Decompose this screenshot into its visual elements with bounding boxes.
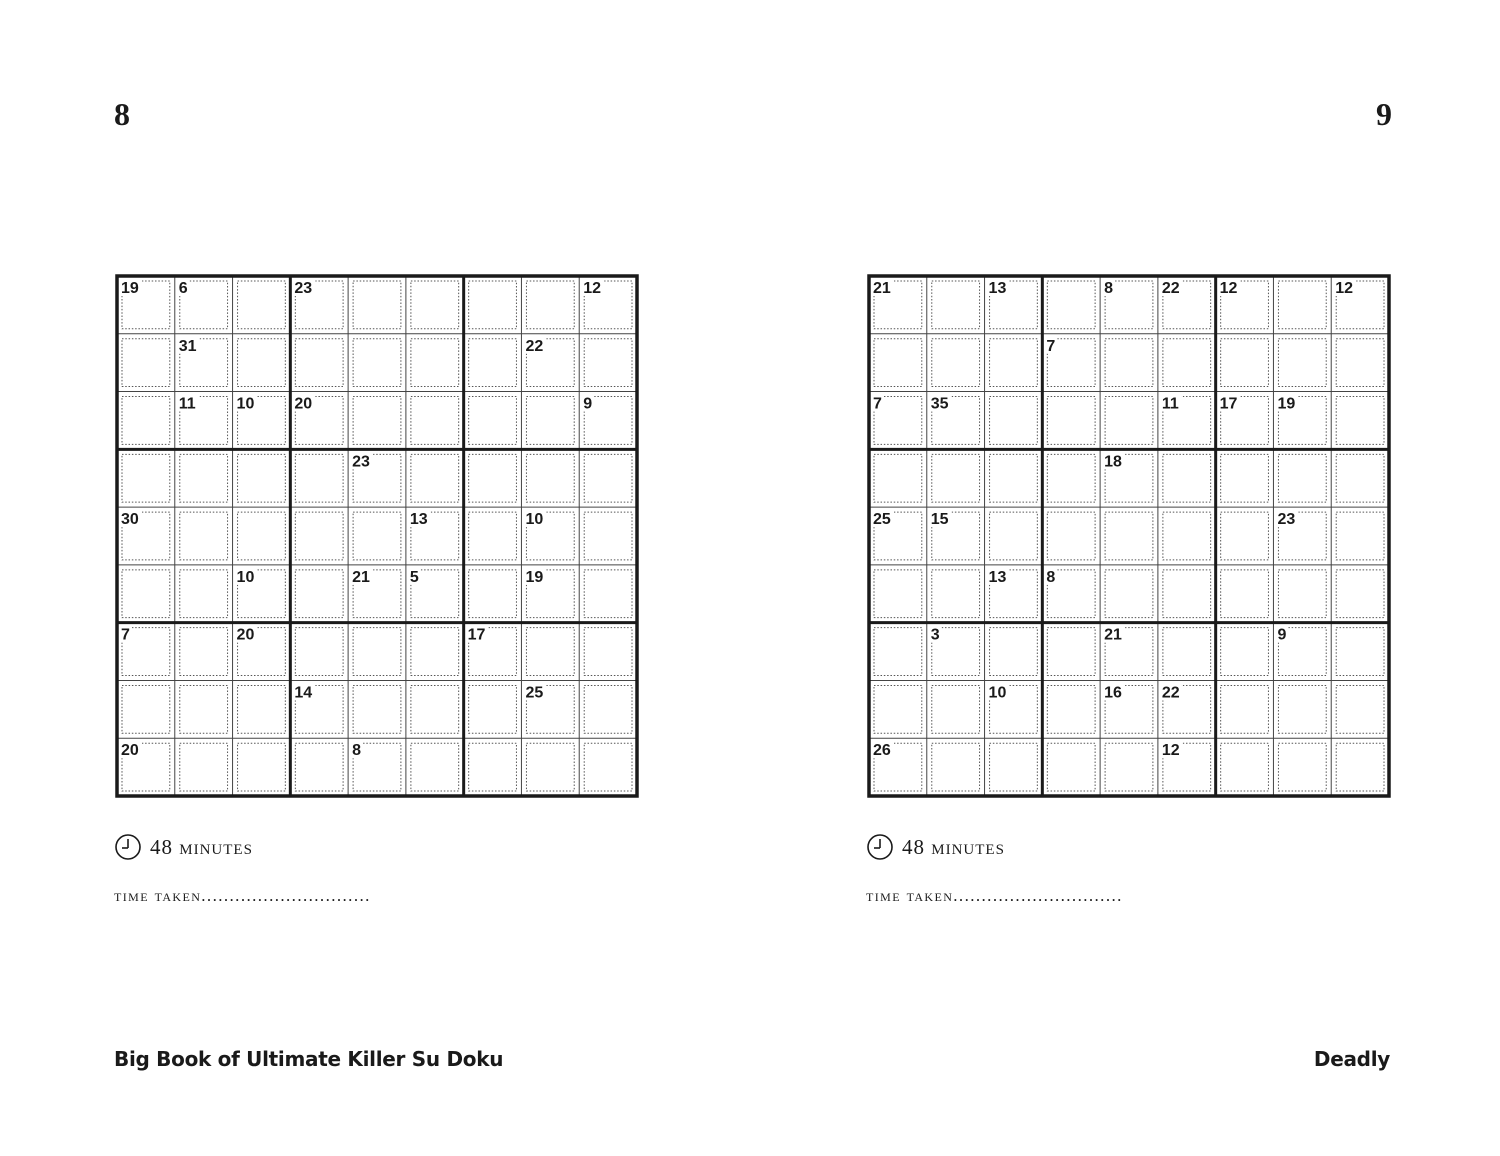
clock-icon — [114, 833, 142, 861]
cage-outline — [295, 339, 343, 387]
cage-outline — [526, 397, 574, 445]
cage-sum: 10 — [236, 568, 255, 586]
cage-outline — [1336, 339, 1384, 387]
cage-outline — [874, 454, 922, 502]
time-unit: minutes — [931, 834, 1005, 859]
cage-outline — [932, 339, 980, 387]
cage-sum: 22 — [525, 337, 544, 355]
cage-outline — [1221, 628, 1269, 676]
cage-sum: 6 — [178, 280, 188, 297]
cage-outline — [932, 281, 980, 329]
cage-outline — [1336, 512, 1384, 560]
cage-outline — [1278, 743, 1326, 791]
cage-outline — [584, 512, 632, 560]
cage-outline — [526, 743, 574, 791]
cage-outline — [1278, 570, 1326, 618]
time-value: 48 — [902, 834, 925, 859]
cage-outline — [353, 685, 401, 733]
cage-sum: 13 — [409, 511, 428, 529]
cage-sum: 5 — [409, 568, 419, 586]
cage-outline — [874, 339, 922, 387]
cage-outline — [180, 454, 228, 502]
cage-sum: 9 — [1277, 626, 1287, 644]
cage-sum: 26 — [873, 742, 891, 760]
cage-sum: 25 — [525, 684, 544, 702]
cage-outline — [1278, 454, 1326, 502]
cage-outline — [180, 570, 228, 618]
cage-outline — [180, 628, 228, 676]
time-taken-label: time taken — [114, 886, 202, 905]
cage-outline — [1221, 512, 1269, 560]
cage-outline — [122, 397, 170, 445]
cage-sum: 18 — [1104, 453, 1122, 471]
cage-outline — [238, 512, 286, 560]
grid-border — [869, 276, 1389, 796]
cage-outline — [932, 454, 980, 502]
cage-outline — [1047, 628, 1095, 676]
cage-outline — [584, 743, 632, 791]
cage-outline — [1278, 685, 1326, 733]
cage-outline — [990, 628, 1038, 676]
cage-outline — [353, 281, 401, 329]
cage-outline — [469, 397, 517, 445]
time-target-left — [114, 832, 253, 862]
cage-sum: 12 — [583, 280, 602, 297]
cage-outline — [990, 454, 1038, 502]
cage-sum: 3 — [930, 626, 940, 644]
cage-sum: 22 — [1161, 684, 1180, 702]
cage-outline — [1163, 454, 1211, 502]
cage-sum: 19 — [525, 568, 544, 586]
cage-sum: 9 — [583, 395, 593, 413]
cage-outline — [1278, 281, 1326, 329]
cage-outline — [353, 339, 401, 387]
cage-sum: 7 — [121, 626, 130, 644]
cage-outline — [874, 685, 922, 733]
cage-outline — [180, 685, 228, 733]
cage-outline — [353, 512, 401, 560]
cage-outline — [469, 281, 517, 329]
cage-outline — [411, 339, 459, 387]
cage-outline — [1047, 454, 1095, 502]
cage-outline — [1105, 570, 1153, 618]
cage-outline — [295, 628, 343, 676]
time-target-right — [866, 832, 1005, 862]
cage-outline — [1163, 628, 1211, 676]
cage-sum: 21 — [352, 568, 370, 586]
cage-outline — [1163, 570, 1211, 618]
cage-outline — [1105, 743, 1153, 791]
cage-sum: 21 — [873, 280, 891, 297]
cage-outline — [990, 339, 1038, 387]
cage-outline — [1047, 685, 1095, 733]
cage-outline — [411, 743, 459, 791]
cage-outline — [180, 512, 228, 560]
cage-sum: 21 — [1104, 626, 1122, 644]
cage-outline — [1047, 281, 1095, 329]
cage-sum: 25 — [873, 511, 891, 529]
cage-outline — [526, 454, 574, 502]
cage-sum: 10 — [525, 511, 544, 529]
cage-outline — [469, 685, 517, 733]
cage-outline — [1221, 339, 1269, 387]
cage-sum: 13 — [988, 568, 1007, 586]
cage-outline — [238, 685, 286, 733]
cage-outline — [122, 685, 170, 733]
cage-outline — [1221, 685, 1269, 733]
cage-outline — [411, 685, 459, 733]
cage-sum: 12 — [1335, 280, 1354, 297]
cage-sum: 17 — [467, 626, 486, 644]
cage-outline — [990, 743, 1038, 791]
cage-outline — [122, 454, 170, 502]
cage-sum: 13 — [988, 280, 1007, 297]
cage-outline — [353, 628, 401, 676]
cage-outline — [526, 281, 574, 329]
cage-outline — [990, 397, 1038, 445]
cage-outline — [411, 281, 459, 329]
cage-outline — [1047, 743, 1095, 791]
cage-sum: 30 — [121, 511, 139, 529]
cage-sum: 19 — [121, 280, 139, 297]
cage-outline — [932, 570, 980, 618]
cage-outline — [932, 743, 980, 791]
cage-sum: 10 — [988, 684, 1007, 702]
cage-sum: 15 — [930, 511, 949, 529]
cage-sum: 11 — [1161, 395, 1179, 413]
cage-sum: 22 — [1161, 280, 1180, 297]
time-taken-right[interactable] — [866, 886, 1123, 906]
cage-outline — [295, 743, 343, 791]
time-taken-left[interactable] — [114, 886, 371, 906]
cage-outline — [1105, 512, 1153, 560]
cage-sum: 20 — [294, 395, 313, 413]
cage-outline — [1336, 685, 1384, 733]
difficulty-footer: Deadly — [1313, 1047, 1390, 1071]
cage-outline — [238, 339, 286, 387]
cage-outline — [1336, 570, 1384, 618]
cage-sum: 14 — [294, 684, 313, 702]
cage-sum: 17 — [1219, 395, 1238, 413]
cage-outline — [874, 570, 922, 618]
time-taken-dots[interactable]: .............................. — [953, 886, 1123, 905]
cage-outline — [874, 628, 922, 676]
cage-outline — [1163, 339, 1211, 387]
cage-outline — [469, 454, 517, 502]
cage-outline — [411, 454, 459, 502]
cage-outline — [295, 570, 343, 618]
cage-sum: 23 — [1277, 511, 1296, 529]
time-unit: minutes — [179, 834, 253, 859]
cage-sum: 10 — [236, 395, 255, 413]
cage-sum: 12 — [1219, 280, 1238, 297]
clock-icon — [866, 833, 894, 861]
cage-outline — [1047, 397, 1095, 445]
time-value: 48 — [150, 834, 173, 859]
cage-outline — [584, 685, 632, 733]
page-number-right: 9 — [1376, 96, 1392, 132]
cage-outline — [1221, 454, 1269, 502]
cage-outline — [411, 628, 459, 676]
cage-sum: 16 — [1104, 684, 1122, 702]
cage-outline — [180, 743, 228, 791]
cage-outline — [238, 743, 286, 791]
cage-outline — [1221, 570, 1269, 618]
cage-outline — [1163, 512, 1211, 560]
cage-outline — [584, 454, 632, 502]
time-taken-dots[interactable]: .............................. — [201, 886, 371, 905]
book-title-footer: Big Book of Ultimate Killer Su Doku — [114, 1047, 504, 1071]
cage-outline — [1336, 628, 1384, 676]
cage-outline — [122, 339, 170, 387]
cage-outline — [584, 339, 632, 387]
cage-outline — [1336, 397, 1384, 445]
cage-outline — [932, 685, 980, 733]
cage-outline — [469, 339, 517, 387]
cage-sum: 7 — [873, 395, 882, 413]
killer-sudoku-grid-left[interactable] — [114, 273, 640, 799]
cage-outline — [238, 281, 286, 329]
cage-sum: 19 — [1277, 395, 1296, 413]
cage-outline — [295, 512, 343, 560]
cage-sum: 8 — [1046, 568, 1056, 586]
cage-outline — [353, 397, 401, 445]
cage-outline — [526, 628, 574, 676]
cage-outline — [1278, 339, 1326, 387]
cage-outline — [469, 512, 517, 560]
cage-outline — [1336, 743, 1384, 791]
cage-outline — [469, 570, 517, 618]
cage-outline — [584, 628, 632, 676]
cage-outline — [990, 512, 1038, 560]
cage-sum: 7 — [1046, 337, 1056, 355]
cage-outline — [1221, 743, 1269, 791]
cage-sum: 20 — [121, 742, 139, 760]
cage-sum: 11 — [178, 395, 196, 413]
cage-sum: 8 — [352, 742, 362, 760]
cage-outline — [122, 570, 170, 618]
cage-sum: 35 — [930, 395, 949, 413]
cage-sum: 20 — [236, 626, 255, 644]
cage-outline — [1336, 454, 1384, 502]
cage-outline — [1105, 397, 1153, 445]
cage-outline — [469, 743, 517, 791]
cage-outline — [238, 454, 286, 502]
cage-sum: 23 — [294, 280, 313, 297]
cage-outline — [295, 454, 343, 502]
time-taken-label: time taken — [866, 886, 954, 905]
cage-outline — [1105, 339, 1153, 387]
cage-sum: 23 — [352, 453, 370, 471]
cage-sum: 31 — [178, 337, 197, 355]
cage-outline — [584, 570, 632, 618]
cage-outline — [411, 397, 459, 445]
page-number-left: 8 — [114, 96, 130, 132]
cage-outline — [1047, 512, 1095, 560]
cage-sum: 12 — [1161, 742, 1180, 760]
killer-sudoku-grid-right[interactable] — [866, 273, 1392, 799]
cage-sum: 8 — [1104, 280, 1114, 297]
